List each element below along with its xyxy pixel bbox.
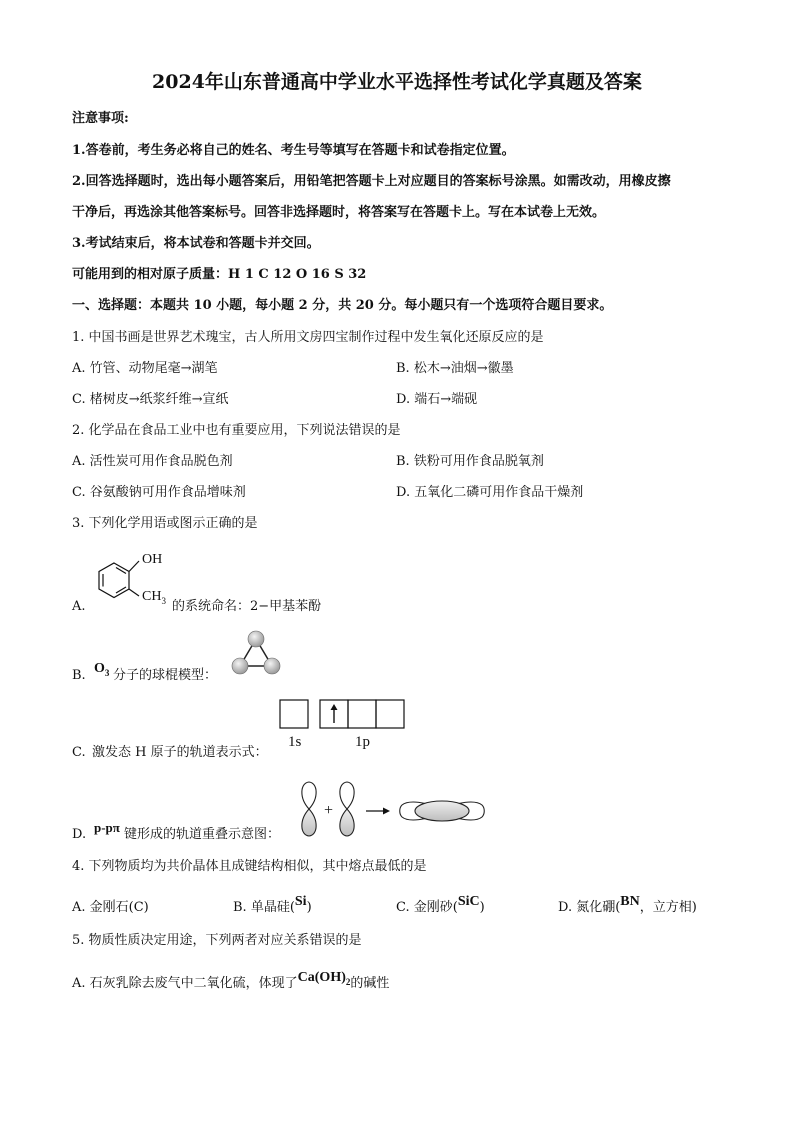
q4-option-b-pre: B. 单晶硅(	[233, 900, 295, 915]
q1-option-b: B. 松木→油烟→徽墨	[396, 361, 514, 376]
q3-option-d-text: 键形成的轨道重叠示意图：	[124, 827, 281, 842]
q4-option-d-post: ，立方相)	[639, 900, 697, 915]
ozone-ball-stick-model	[228, 628, 284, 678]
q2-option-b: B. 铁粉可用作食品脱氧剂	[396, 454, 544, 469]
q3-option-c-label: C.	[72, 745, 86, 760]
q1-option-d: D. 端石→端砚	[396, 392, 478, 407]
q4-option-d-formula: BN	[620, 894, 640, 909]
notice-item-1: 1.答卷前，考生务必将自己的姓名、考生号等填写在答题卡和试卷指定位置。	[72, 143, 515, 158]
notice-heading: 注意事项:	[72, 111, 129, 126]
q5-option-a-pre: A. 石灰乳除去废气中二氧化硫，体现了	[72, 976, 298, 991]
q3-plus-sign: +	[324, 802, 334, 819]
q4-option-d-pre: D. 氮化硼(	[558, 900, 621, 915]
q3-option-a-label: A.	[72, 599, 86, 614]
atomic-masses-values: H 1 C 12 O 16 S 32	[228, 267, 367, 282]
notice-item-2b: 干净后，再选涂其他答案标号。回答非选择题时，将答案写在答题卡上。写在本试卷上无效。	[72, 205, 606, 220]
q4-option-c-formula: SiC	[457, 894, 480, 909]
q3-oh-label: OH	[142, 552, 163, 567]
q1-option-c: C. 楮树皮→纸浆纤维→宣纸	[72, 392, 229, 407]
q4-stem: 4. 下列物质均为共价晶体且成键结构相似，其中熔点最低的是	[72, 859, 427, 874]
q5-option-a-formula	[298, 970, 351, 985]
orbital-diagram	[278, 698, 410, 730]
atomic-masses-label: 可能用到的相对原子质量：	[72, 267, 229, 282]
notice-item-3: 3.考试结束后，将本试卷和答题卡并交回。	[72, 236, 320, 251]
q3-1p-label: 1p	[355, 734, 370, 750]
q2-option-c: C. 谷氨酸钠可用作食品增味剂	[72, 485, 246, 500]
q4-option-c-pre: C. 金刚砂(	[396, 900, 458, 915]
q2-option-d: D. 五氧化二磷可用作食品干燥剂	[396, 485, 584, 500]
q1-option-a: A. 竹管、动物尾毫→湖笔	[72, 361, 218, 376]
q5-option-a-post: 的碱性	[350, 976, 390, 991]
q4-option-c	[396, 894, 485, 916]
q4-option-d	[558, 894, 697, 916]
q5-caoh-sub: 2	[345, 976, 351, 987]
q4-option-c-post: )	[479, 900, 485, 915]
section-heading: 一、选择题：本题共 10 小题，每小题 2 分，共 20 分。每小题只有一个选项符合题目要求。	[72, 298, 613, 313]
q3-o3-symbol: O	[94, 661, 105, 676]
q3-option-c-text: 激发态 H 原子的轨道表示式：	[92, 745, 268, 760]
q4-option-a: A. 金刚石(C)	[72, 900, 149, 915]
q3-ch3-label	[142, 589, 166, 609]
q4-option-b-post: )	[306, 900, 312, 915]
q3-option-a-text: 的系统命名：2−甲基苯酚	[172, 599, 322, 614]
q3-option-b-text: 分子的球棍模型：	[113, 668, 218, 683]
q2-option-a: A. 活性炭可用作食品脱色剂	[72, 454, 233, 469]
q3-o3-formula	[94, 661, 109, 681]
q2-stem: 2. 化学品在食品工业中也有重要应用，下列说法错误的是	[72, 423, 401, 438]
q3-option-d-label: D.	[72, 827, 87, 842]
page-title: 2024年山东普通高中学业水平选择性考试化学真题及答案	[152, 71, 642, 93]
atomic-masses	[72, 267, 366, 283]
q4-option-b-formula: Si	[294, 894, 307, 909]
q5-caoh-text: Ca(OH)	[297, 970, 346, 985]
q3-ch3-text: CH	[142, 589, 162, 604]
q3-ppi-formula: p-pπ	[94, 820, 120, 835]
notice-item-2a: 2.回答选择题时，选出每小题答案后，用铅笔把答题卡上对应题目的答案标号涂黑。如需改动，用橡皮擦	[72, 174, 671, 189]
q5-option-a	[72, 970, 390, 996]
q3-1s-label: 1s	[288, 734, 302, 750]
q3-option-b-label: B.	[72, 668, 86, 683]
q3-stem: 3. 下列化学用语或图示正确的是	[72, 516, 258, 531]
q3-ch3-sub: 3	[161, 595, 166, 606]
q5-stem: 5. 物质性质决定用途，下列两者对应关系错误的是	[72, 933, 362, 948]
q3-o3-sub: 3	[104, 667, 110, 678]
q4-option-b	[233, 894, 312, 916]
q1-stem: 1. 中国书画是世界艺术瑰宝，古人所用文房四宝制作过程中发生氧化还原反应的是	[72, 330, 544, 345]
